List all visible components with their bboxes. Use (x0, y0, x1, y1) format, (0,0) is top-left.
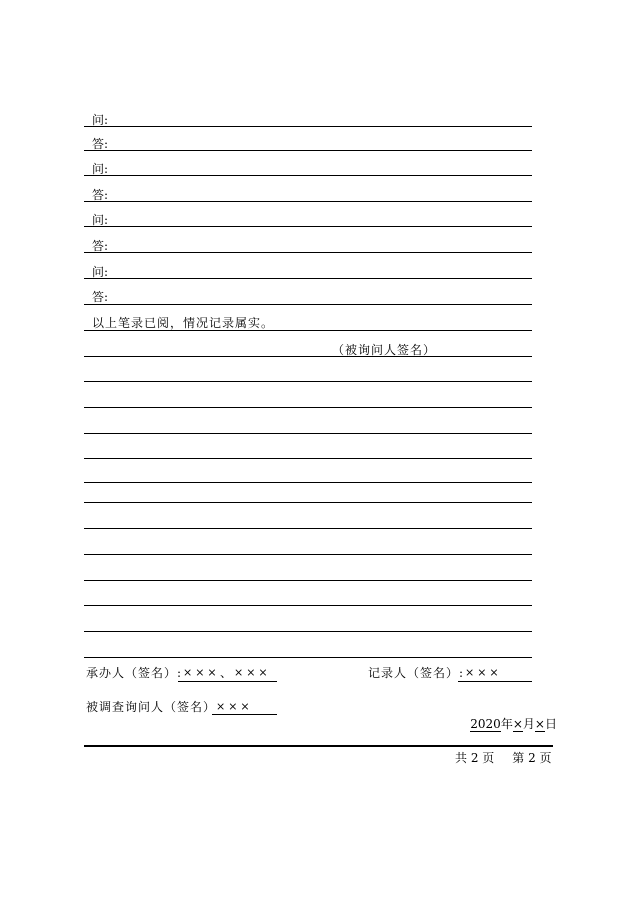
ruled-line (84, 580, 532, 581)
recorder-signature-underline (458, 681, 532, 682)
date-month-unit: 月 (522, 717, 535, 731)
interviewee-signature-underline (212, 714, 277, 715)
handler-signature-value-1: ××× (183, 666, 220, 679)
ruled-line (84, 482, 532, 483)
confirmation-note: 以上笔录已阅，情况记录属实。 (92, 316, 275, 330)
date-day-unit: 日 (544, 717, 557, 731)
document-date (470, 716, 557, 732)
ruled-line (84, 554, 532, 555)
ruled-line (84, 605, 532, 606)
answer-line (84, 252, 532, 253)
answer-line (84, 126, 532, 127)
date-month: × (512, 717, 523, 731)
ruled-line (84, 657, 532, 658)
interviewee-signature-value: ××× (216, 700, 253, 713)
question-label: 问: (92, 213, 109, 227)
ruled-line (84, 433, 532, 434)
answer-line (84, 304, 532, 305)
date-year-unit: 年 (500, 717, 513, 731)
question-label: 问: (92, 113, 109, 127)
recorder-signature-label: 记录人（签名）: (368, 666, 465, 680)
ruled-line (84, 631, 532, 632)
recorder-signature-value: ××× (465, 666, 502, 679)
interviewee-signature-field-label: 被调查询问人（签名） (86, 700, 217, 714)
date-day: × (534, 717, 545, 731)
footer-divider (84, 745, 553, 747)
answer-line (84, 150, 532, 151)
answer-line (84, 226, 532, 227)
pagination (455, 750, 570, 766)
ruled-line (84, 381, 532, 382)
interviewee-signature-label: （被询问人签名） (332, 343, 437, 357)
ruled-line (84, 407, 532, 408)
answer-label: 答: (92, 188, 109, 202)
handler-signature-label: 承办人（签名）: (86, 666, 183, 680)
page-current: 第 2 页 (512, 751, 552, 765)
ruled-line (84, 502, 532, 503)
handler-signature-underline (178, 681, 277, 682)
answer-label: 答: (92, 137, 109, 151)
handler-separator: 、 (220, 666, 234, 680)
handler-signature-value-2: ××× (234, 666, 271, 679)
ruled-line (84, 458, 532, 459)
page-total: 共 2 页 (455, 751, 495, 765)
answer-line (84, 201, 532, 202)
answer-line (84, 278, 532, 279)
date-year: 2020 (470, 717, 501, 731)
answer-line (84, 175, 532, 176)
ruled-line (84, 356, 532, 357)
question-label: 问: (92, 162, 109, 176)
ruled-line (84, 330, 532, 331)
answer-label: 答: (92, 290, 109, 304)
question-label: 问: (92, 265, 109, 279)
ruled-line (84, 528, 532, 529)
answer-label: 答: (92, 239, 109, 253)
